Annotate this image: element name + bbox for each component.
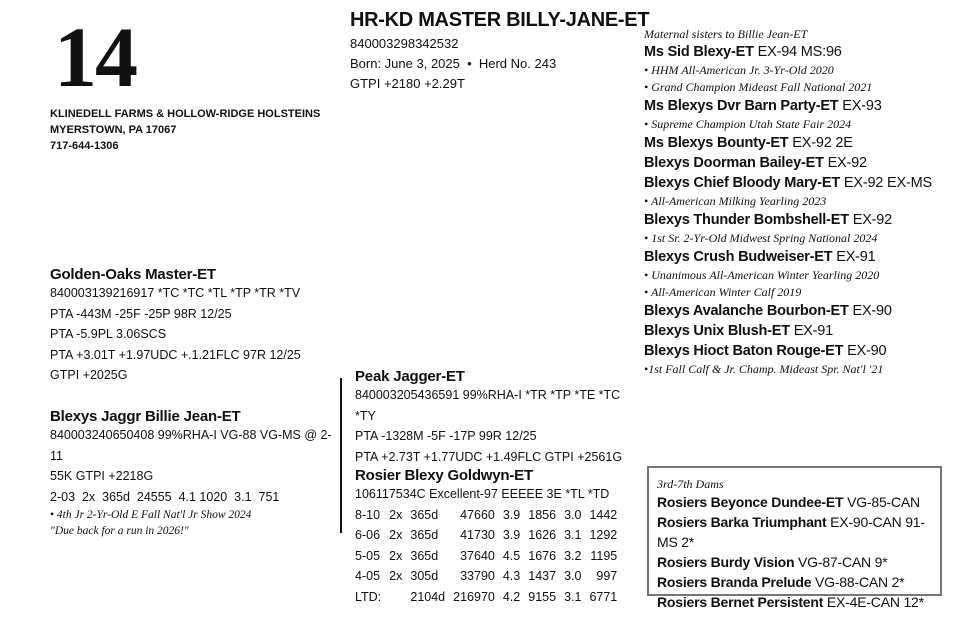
- animal-reg: 840003298342532: [350, 36, 459, 51]
- record-row: [355, 525, 625, 546]
- record-cell: 3.9: [502, 507, 521, 522]
- record-cell: 1626: [528, 528, 557, 542]
- sister-name-text: Blexys Unix Blush-ET: [644, 323, 794, 339]
- sister-name: [644, 341, 964, 361]
- granddam-records: [355, 505, 625, 608]
- sister-classification: EX-92 2E: [792, 135, 853, 151]
- sister-name: [644, 42, 964, 62]
- animal-born: Born: June 3, 2025 • Herd No. 243: [350, 56, 557, 71]
- record-cell: 365d: [410, 507, 439, 522]
- lot-number: 14: [54, 9, 136, 105]
- dam-block: [50, 408, 340, 524]
- maternal-grandsire-line: PTA -1328M -5F -17P 99R 12/25: [355, 429, 537, 443]
- record-cell: 1437: [528, 569, 557, 583]
- record-cell: 1442: [589, 507, 618, 522]
- dam-note: • 4th Jr 2-Yr-Old E Fall Nat'l Jr Show 2024: [50, 509, 252, 521]
- sister-name-text: Ms Sid Blexy-ET: [644, 44, 758, 60]
- sister-name: [644, 247, 964, 267]
- dam-entry-classification: VG-88-CAN 2*: [815, 574, 905, 590]
- dam-name: Blexys Jaggr Billie Jean-ET: [50, 408, 241, 425]
- sister-note: • All-American Winter Calf 2019: [644, 285, 802, 299]
- record-cell: 6-06: [355, 528, 381, 542]
- record-cell: 41730: [460, 528, 495, 542]
- dams-box: [647, 466, 942, 610]
- pedigree-divider: [340, 378, 342, 533]
- record-cell: 365d: [410, 548, 439, 563]
- sister-name-text: Blexys Avalanche Bourbon-ET: [644, 303, 853, 319]
- sister-name-text: Ms Blexys Bounty-ET: [644, 135, 793, 151]
- record-cell: 1856: [528, 507, 557, 522]
- record-cell: 33790: [460, 569, 495, 583]
- record-cell: 997: [596, 569, 618, 583]
- sister-classification: EX-90: [847, 343, 887, 359]
- dam-entry-name: Rosiers Burdy Vision: [657, 554, 799, 570]
- dam-entry: [657, 592, 932, 612]
- record-cell: 1676: [528, 548, 557, 563]
- record-row: [355, 587, 625, 608]
- dams-box-heading: 3rd-7th Dams: [657, 477, 724, 491]
- dam-entry-name: Rosiers Beyonce Dundee-ET: [657, 494, 848, 510]
- dam-record: 2-03 2x 365d 24555 4.1 1020 3.1 751: [50, 489, 280, 504]
- dam-line: 840003240650408 99%RHA-I VG-88 VG-MS @ 2-11: [50, 428, 332, 463]
- sister-name-text: Blexys Chief Bloody Mary-ET: [644, 175, 844, 191]
- sister-name: [644, 96, 964, 116]
- granddam-line: 106117534C Excellent-97 EEEEE 3E *TL *TD: [355, 487, 610, 501]
- record-cell: 3.9: [502, 528, 521, 542]
- maternal-sisters-heading: Maternal sisters to Billie Jean-ET: [644, 27, 808, 41]
- record-cell: 2x: [389, 569, 403, 583]
- animal-gtpi: GTPI +2180 +2.29T: [350, 76, 465, 91]
- dam-entry-classification: VG-85-CAN: [847, 494, 920, 510]
- dam-entry: [657, 492, 932, 512]
- record-cell: 4.3: [502, 569, 521, 583]
- sister-note: •1st Fall Calf & Jr. Champ. Mideast Spr. Nat'l '21: [644, 362, 884, 376]
- record-cell: 3.0: [564, 569, 582, 583]
- record-cell: 3.1: [564, 528, 582, 542]
- sister-classification: EX-92: [827, 155, 867, 171]
- record-row: [355, 505, 625, 526]
- dam-entry-name: Rosiers Bernet Persistent: [657, 594, 827, 610]
- maternal-sisters: [644, 26, 964, 378]
- record-cell: 9155: [528, 589, 557, 604]
- record-cell: 4-05: [355, 569, 381, 583]
- sister-note: • Supreme Champion Utah State Fair 2024: [644, 117, 852, 131]
- dam-entry: [657, 572, 932, 592]
- sister-note: • HHM All-American Jr. 3-Yr-Old 2020: [644, 63, 834, 77]
- maternal-sisters-list: [644, 42, 964, 378]
- sister-note: • Unanimous All-American Winter Yearling 2020: [644, 268, 880, 282]
- animal-info: [350, 34, 556, 94]
- record-cell: 1195: [590, 548, 618, 563]
- record-cell: 216970: [453, 589, 495, 604]
- sister-name: [644, 321, 964, 341]
- sister-classification: EX-91: [793, 323, 834, 339]
- record-cell: 5-05: [355, 548, 381, 563]
- sister-name: [644, 301, 964, 321]
- dam-line: 55K GTPI +2218G: [50, 469, 154, 483]
- record-cell: 37640: [460, 548, 495, 563]
- record-cell: 2x: [389, 528, 403, 542]
- record-cell: 4.5: [502, 548, 521, 563]
- sire-line: PTA -5.9PL 3.06SCS: [50, 327, 167, 341]
- sister-name-text: Blexys Doorman Bailey-ET: [644, 155, 828, 171]
- maternal-grandsire-name: Peak Jagger-ET: [355, 368, 465, 385]
- sire-name: Golden-Oaks Master-ET: [50, 266, 216, 283]
- record-cell: 3.2: [564, 548, 582, 563]
- quote: "Due back for a run in 2026!": [50, 525, 189, 537]
- sister-name-text: Blexys Thunder Bombshell-ET: [644, 212, 853, 228]
- record-cell: [389, 587, 410, 608]
- dam-entry-classification: EX-4E-CAN 12*: [826, 594, 924, 610]
- record-cell: 47660: [460, 507, 495, 522]
- record-cell: 6771: [589, 589, 618, 604]
- dam-entry-classification: VG-87-CAN 9*: [798, 554, 888, 570]
- sister-name: [644, 133, 964, 153]
- maternal-grandsire-line: PTA +2.73T +1.77UDC +1.49FLC GTPI +2561G: [355, 449, 623, 464]
- sister-name-text: Blexys Crush Budweiser-ET: [644, 249, 837, 265]
- record-cell: 365d: [410, 528, 439, 542]
- consignor-name: KLINEDELL FARMS & HOLLOW-RIDGE HOLSTEINS: [50, 108, 321, 120]
- record-cell: 4.2: [502, 589, 521, 604]
- record-cell: 2x: [389, 548, 403, 563]
- consignor-phone: 717-644-1306: [50, 140, 119, 152]
- sister-classification: EX-93: [842, 98, 882, 114]
- sister-classification: EX-94 MS:96: [757, 44, 842, 60]
- record-cell: 8-10: [355, 507, 381, 522]
- consignor-city: MYERSTOWN, PA 17067: [50, 124, 177, 136]
- sister-classification: EX-92 EX-MS: [843, 175, 932, 191]
- record-cell: 305d: [410, 569, 439, 583]
- sister-name-text: Blexys Hioct Baton Rouge-ET: [644, 343, 848, 359]
- dam-entry-classification: EX-90-CAN 91-MS 2*: [657, 514, 925, 550]
- maternal-pedigree: [355, 368, 640, 607]
- sister-name: [644, 173, 964, 193]
- sire-line: PTA +3.01T +1.97UDC +.1.21FLC 97R 12/25: [50, 347, 301, 362]
- record-cell: 2104d: [410, 589, 446, 604]
- dam-entry: [657, 512, 932, 552]
- granddam-name: Rosier Blexy Goldwyn-ET: [355, 467, 533, 484]
- sister-note: • All-American Milking Yearling 2023: [644, 194, 827, 208]
- animal-name: HR-KD MASTER BILLY-JANE-ET: [350, 9, 650, 31]
- dam-entry-name: Rosiers Branda Prelude: [657, 574, 816, 590]
- sister-classification: EX-92: [852, 212, 893, 228]
- record-cell: 3.1: [564, 589, 582, 604]
- sister-name: [644, 153, 964, 173]
- sister-note: • Grand Champion Mideast Fall National 2021: [644, 80, 873, 94]
- maternal-grandsire-line: 840003205436591 99%RHA-I *TR *TP *TE *TC *TY: [355, 388, 621, 423]
- sire-line: 840003139216917 *TC *TC *TL *TP *TR *TV: [50, 286, 301, 300]
- sister-classification: EX-91: [836, 249, 876, 265]
- consignor-block: [50, 106, 320, 154]
- record-cell: 3.0: [564, 507, 582, 522]
- sire-block: [50, 266, 340, 386]
- record-cell: LTD:: [355, 589, 382, 604]
- dam-entry: [657, 552, 932, 572]
- sire-line: GTPI +2025G: [50, 368, 128, 382]
- sire-line: PTA -443M -25F -25P 98R 12/25: [50, 306, 232, 321]
- sister-classification: EX-90: [852, 303, 892, 319]
- record-row: [355, 546, 625, 567]
- dam-entry-name: Rosiers Barka Triumphant: [657, 514, 831, 530]
- record-cell: 1292: [589, 528, 618, 542]
- record-row: [355, 566, 625, 587]
- sister-note: • 1st Sr. 2-Yr-Old Midwest Spring National 2024: [644, 231, 878, 245]
- record-cell: 2x: [389, 507, 403, 522]
- sister-name: [644, 210, 964, 230]
- sister-name-text: Ms Blexys Dvr Barn Party-ET: [644, 98, 843, 114]
- dams-list: [657, 492, 932, 612]
